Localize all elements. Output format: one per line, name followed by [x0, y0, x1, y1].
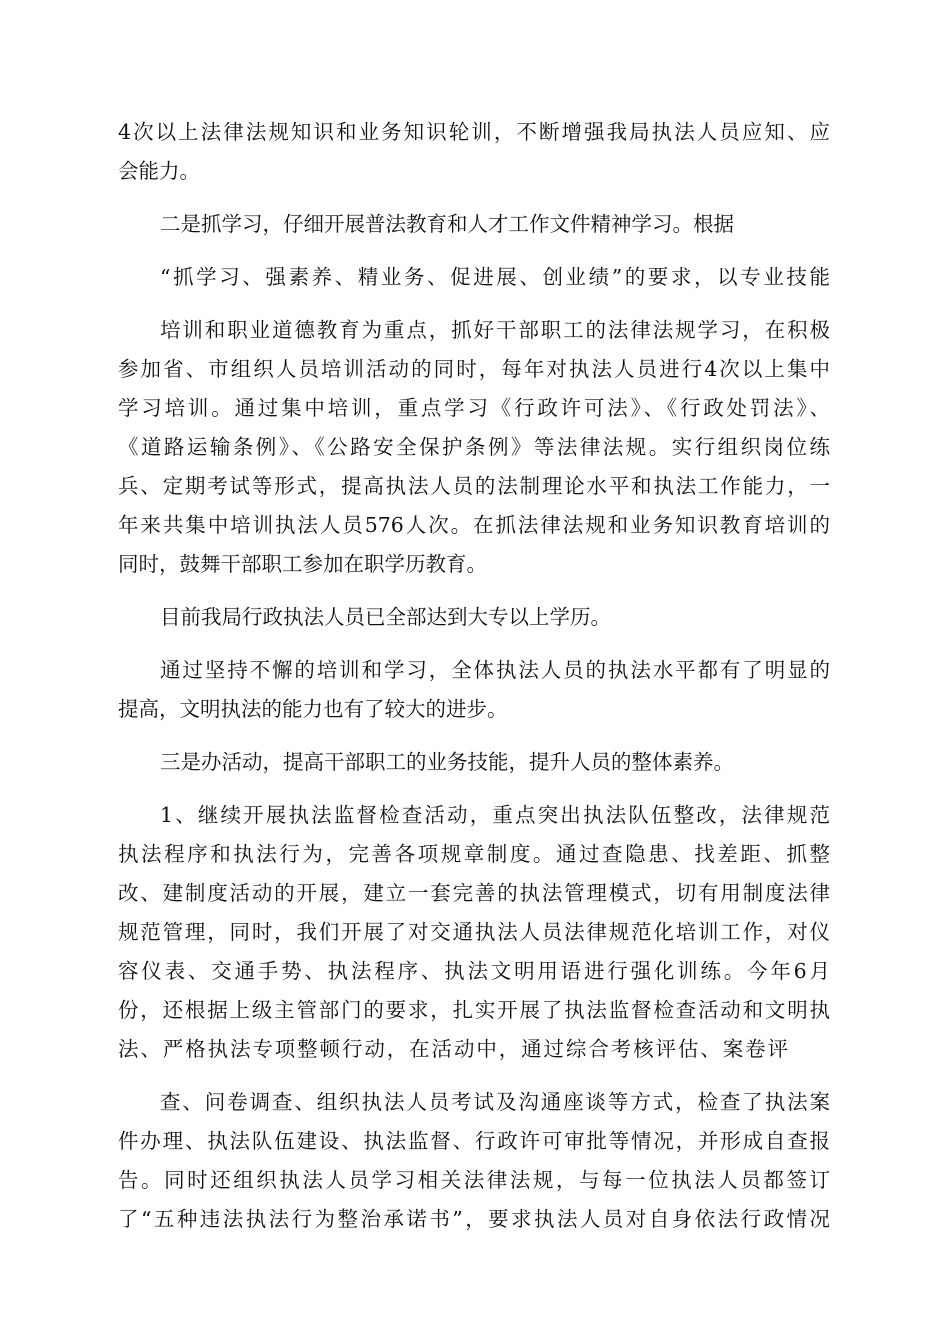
text-line-11: 同时，鼓舞干部职工参加在职学历教育。 — [118, 552, 487, 576]
text-line-19: 规范管理，同时，我们开展了对交通执法人员法律规范化培训工作，对仪 — [118, 920, 830, 944]
text-line-26: 了“五种违法执法行为整治承诺书”，要求执法人员对自身依法行政情况 — [118, 1207, 830, 1231]
text-line-12: 目前我局行政执法人员已全部达到大专以上学历。 — [160, 605, 611, 629]
text-line-10: 年来共集中培训执法人员576人次。在抓法律法规和业务知识教育培训的 — [118, 513, 830, 537]
text-line-9: 兵、定期考试等形式，提高执法人员的法制理论水平和执法工作能力，一 — [118, 474, 830, 498]
text-line-17: 执法程序和执法行为，完善各项规章制度。通过查隐患、找差距、抓整 — [118, 842, 830, 866]
text-line-14: 提高，文明执法的能力也有了较大的进步。 — [118, 697, 508, 721]
text-line-23: 查、问卷调查、组织执法人员考试及沟通座谈等方式，检查了执法案 — [160, 1090, 830, 1114]
text-line-16: 1、继续开展执法监督检查活动，重点突出执法队伍整改，法律规范 — [160, 803, 830, 827]
text-line-6: 参加省、市组织人员培训活动的同时，每年对执法人员进行4次以上集中 — [118, 357, 830, 381]
text-line-8: 《道路运输条例》、《公路安全保护条例》等法律法规。实行组织岗位练 — [118, 435, 830, 459]
text-line-25: 告。同时还组织执法人员学习相关法律法规，与每一位执法人员都签订 — [118, 1168, 830, 1192]
text-line-21: 份，还根据上级主管部门的要求，扎实开展了执法监督检查活动和文明执 — [118, 998, 830, 1022]
text-line-22: 法、严格执法专项整顿行动，在活动中，通过综合考核评估、案卷评 — [118, 1037, 788, 1061]
text-line-4: “抓学习、强素养、精业务、促进展、创业绩”的要求，以专业技能 — [160, 265, 830, 289]
text-line-5: 培训和职业道德教育为重点，抓好干部职工的法律法规学习，在积极 — [160, 318, 830, 342]
text-line-3: 二是抓学习，仔细开展普法教育和人才工作文件精神学习。根据 — [160, 212, 734, 236]
text-line-20: 容仪表、交通手势、执法程序、执法文明用语进行强化训练。今年6月 — [118, 959, 830, 983]
text-line-24: 件办理、执法队伍建设、执法监督、行政许可审批等情况，并形成自查报 — [118, 1129, 830, 1153]
text-line-15: 三是办活动，提高干部职工的业务技能，提升人员的整体素养。 — [160, 750, 734, 774]
text-line-18: 改、建制度活动的开展，建立一套完善的执法管理模式，切有用制度法律 — [118, 881, 830, 905]
text-line-7: 学习培训。通过集中培训，重点学习《行政许可法》、《行政处罚法》、 — [118, 396, 830, 420]
text-line-2: 会能力。 — [118, 159, 200, 183]
text-line-13: 通过坚持不懈的培训和学习，全体执法人员的执法水平都有了明显的 — [160, 658, 830, 682]
text-line-1: 4次以上法律法规知识和业务知识轮训，不断增强我局执法人员应知、应 — [118, 120, 830, 144]
